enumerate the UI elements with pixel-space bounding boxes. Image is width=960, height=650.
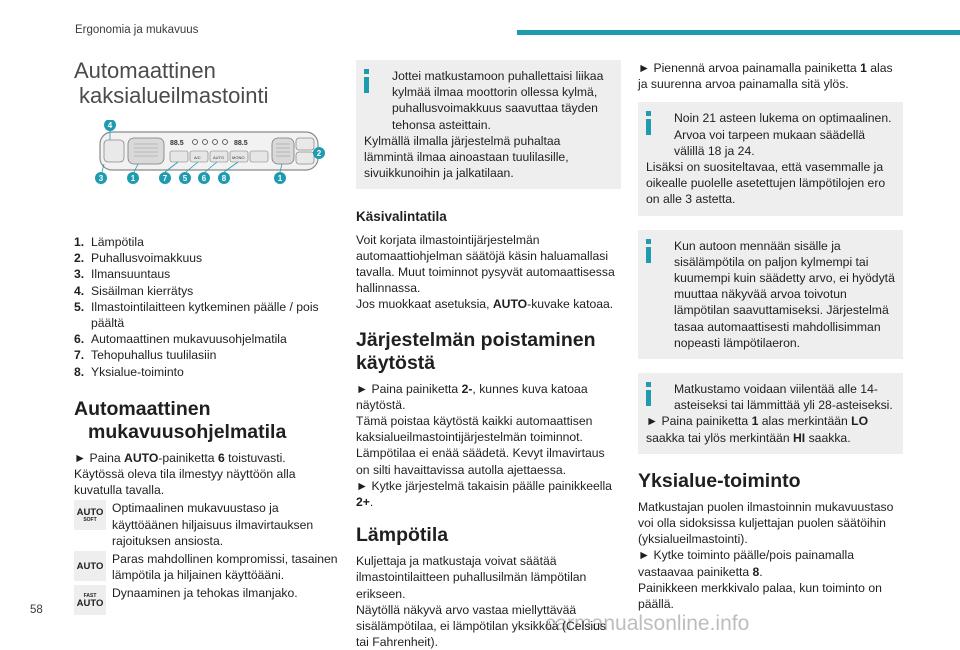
paragraph: Matkustajan puolen ilmastoinnin mukavuustaso voi olla sidoksissa kuljettajan puolen säätöihin (yksialueilmastointi). bbox=[638, 499, 894, 547]
running-header: Ergonomia ja mukavuus bbox=[75, 24, 199, 36]
windscreen-button bbox=[170, 151, 188, 162]
auto-soft-icon: AUTO SOFT bbox=[74, 500, 106, 530]
left-temperature-knob bbox=[128, 138, 164, 164]
watermark: carmanualsonline.info bbox=[545, 612, 750, 635]
fan-minus-button bbox=[296, 152, 314, 164]
svg-text:3: 3 bbox=[98, 174, 104, 183]
svg-text:1: 1 bbox=[130, 174, 136, 183]
auto-fast-icon: FAST AUTO bbox=[74, 585, 106, 615]
paragraph: Jos muokkaat asetuksia, AUTO-kuvake katoaa. bbox=[356, 297, 614, 312]
paragraph: Kuljettaja ja matkustaja voivat säätää ilmastointilaitteen puhallusilmän lämpötilan erikseen. bbox=[356, 554, 587, 601]
svg-text:7: 7 bbox=[162, 174, 168, 183]
mode-auto-fast: FAST AUTO Dynaaminen ja tehokas ilmanjako. bbox=[74, 585, 342, 615]
control-legend-list bbox=[74, 234, 342, 380]
list-item: 1. Lämpötila bbox=[74, 235, 144, 249]
paragraph: Tämä poistaa käytöstä kaikki automaattisen kaksialueilmastointijärjestelmän toiminnot. bbox=[356, 414, 593, 445]
display-left-value: 88.5 bbox=[170, 140, 184, 147]
list-item: 2. Puhallusvoimakkuus bbox=[74, 251, 203, 266]
column-right bbox=[638, 60, 903, 612]
svg-text:5: 5 bbox=[182, 174, 188, 183]
svg-text:MONO: MONO bbox=[232, 155, 245, 160]
fan-plus-button bbox=[296, 138, 314, 150]
auto-icon: AUTO bbox=[74, 551, 106, 581]
right-temperature-knob bbox=[272, 138, 294, 164]
page-number: 58 bbox=[30, 604, 43, 616]
svg-text:6: 6 bbox=[201, 174, 207, 183]
svg-text:2: 2 bbox=[316, 149, 322, 158]
svg-text:1: 1 bbox=[277, 174, 283, 183]
climate-panel-svg bbox=[74, 120, 342, 220]
paragraph: Käytössä oleva tila ilmestyy näyttöön alla kuvatulla tavalla. bbox=[74, 467, 296, 498]
header-accent-bar bbox=[517, 30, 960, 35]
paragraph: ► Pienennä arvoa painamalla painiketta 1 alas ja suurenna arvoa painamalla sitä ylös. bbox=[638, 61, 893, 92]
svg-text:AUTO: AUTO bbox=[213, 155, 225, 160]
heading-single-zone: Yksialue-toiminto bbox=[638, 469, 801, 492]
paragraph: Näytöllä näkyvä arvo vastaa miellyttävää sisälämpötilaa, ei lämpötilan yksikköä (Celsius tai Fahrenheit). bbox=[356, 602, 606, 650]
left-vent-control bbox=[104, 140, 124, 162]
list-item: 3. Ilmansuuntaus bbox=[74, 267, 171, 282]
list-item: 7. Tehopuhallus tuulilasiin bbox=[74, 348, 217, 363]
column-left bbox=[74, 50, 342, 615]
list-item: 6. Automaattinen mukavuusohjelmatila bbox=[74, 332, 287, 347]
paragraph: ► Kytke järjestelmä takaisin päälle painikkeella 2+. bbox=[356, 478, 612, 510]
rear-demist-button bbox=[250, 151, 268, 162]
mode-auto-normal: AUTO Paras mahdollinen kompromissi, tasainen lämpötila ja hiljainen käyttöääni. bbox=[74, 551, 342, 583]
info-icon bbox=[646, 239, 651, 263]
info-icon bbox=[364, 69, 369, 93]
column-middle bbox=[356, 60, 621, 650]
heading-disable-system: Järjestelmän poistaminen käytöstä bbox=[356, 328, 596, 374]
info-icon bbox=[646, 382, 651, 406]
paragraph: ► Kytke toiminto päälle/pois painamalla vastaavaa painiketta 8. bbox=[638, 548, 854, 579]
climate-panel-illustration bbox=[74, 120, 342, 220]
paragraph: Lämpötilaa ei enää säädetä. Kevyt ilmavirtaus on silti havaittavissa autolla ajettaessa. bbox=[356, 446, 605, 477]
list-item: 4. Sisäilman kierrätys bbox=[74, 283, 194, 298]
mode-auto-soft: AUTO SOFT Optimaalinen mukavuustaso ja käyttöäänen hiljaisuus ilmavirtauksen rajoituksen ansiosta. bbox=[74, 500, 342, 549]
display-right-value: 88.5 bbox=[234, 140, 248, 147]
paragraph: Painikkeen merkkivalo palaa, kun toiminto on päällä. bbox=[638, 580, 882, 612]
list-item: 5. Ilmastointilaitteen kytkeminen päälle / pois päältä bbox=[74, 299, 319, 331]
info-box: Matkustamo voidaan viilentää alle 14-asteiseksi tai lämmittää yli 28-asteiseksi. ► Paina painiketta 1 alas merkintään LO saakka tai ylös merkintään HI saakka. bbox=[638, 373, 903, 454]
svg-text:A/C: A/C bbox=[194, 155, 201, 160]
list-item: 8. Yksialue-toiminto bbox=[74, 364, 184, 379]
paragraph: ► Paina painiketta 2-, kunnes kuva katoaa näytöstä. bbox=[356, 381, 588, 412]
info-box: Noin 21 asteen lukema on optimaalinen. Arvoa voi tarpeen mukaan säädellä välillä 18 ja 24. Lisäksi on suositeltavaa, että vasemmalle ja oikealle puolelle asetettujen lämpötilojen ero on alle 3 astetta. bbox=[638, 102, 903, 215]
info-box: Kun autoon mennään sisälle ja sisälämpötila on paljon kylmempi tai kuumempi kuin säädetty arvo, ei hyödytä muuttaa näkyvää arvoa toivotun lämpötilan saavuttamiseksi. Järjestelmä tasaa automaattisesti mahdollisimman nopeasti lämpötilaeron. bbox=[638, 230, 903, 359]
paragraph: Voit korjata ilmastointijärjestelmän automaattiohjelman säätöjä käsin haluamallasi tavalla. Muut toiminnot pysyvät automaattisessa hallinnassa. bbox=[356, 232, 615, 296]
heading-comfort-mode: Automaattinen mukavuusohjelmatila bbox=[74, 397, 287, 443]
info-box: Jottei matkustamoon puhallettaisi liikaa kylmää ilmaa moottorin ollessa kylmä, puhallusvoimakkuus saavuttaa täyden tehonsa asteittain. Kylmällä ilmalla järjestelmä puhaltaa lämmintä ilmaa ainoastaan tuulilasille, sivuikkunoihin ja jalkatilaan. bbox=[356, 60, 621, 189]
paragraph: ► Paina AUTO-painiketta 6 toistuvasti. bbox=[74, 450, 286, 465]
info-icon bbox=[646, 111, 651, 135]
section-title: Automaattinen kaksialueilmastointi bbox=[74, 58, 269, 108]
svg-text:4: 4 bbox=[107, 121, 113, 130]
heading-manual-mode: Käsivalintatila bbox=[356, 209, 447, 225]
heading-temperature: Lämpötila bbox=[356, 524, 449, 547]
svg-text:8: 8 bbox=[221, 174, 227, 183]
